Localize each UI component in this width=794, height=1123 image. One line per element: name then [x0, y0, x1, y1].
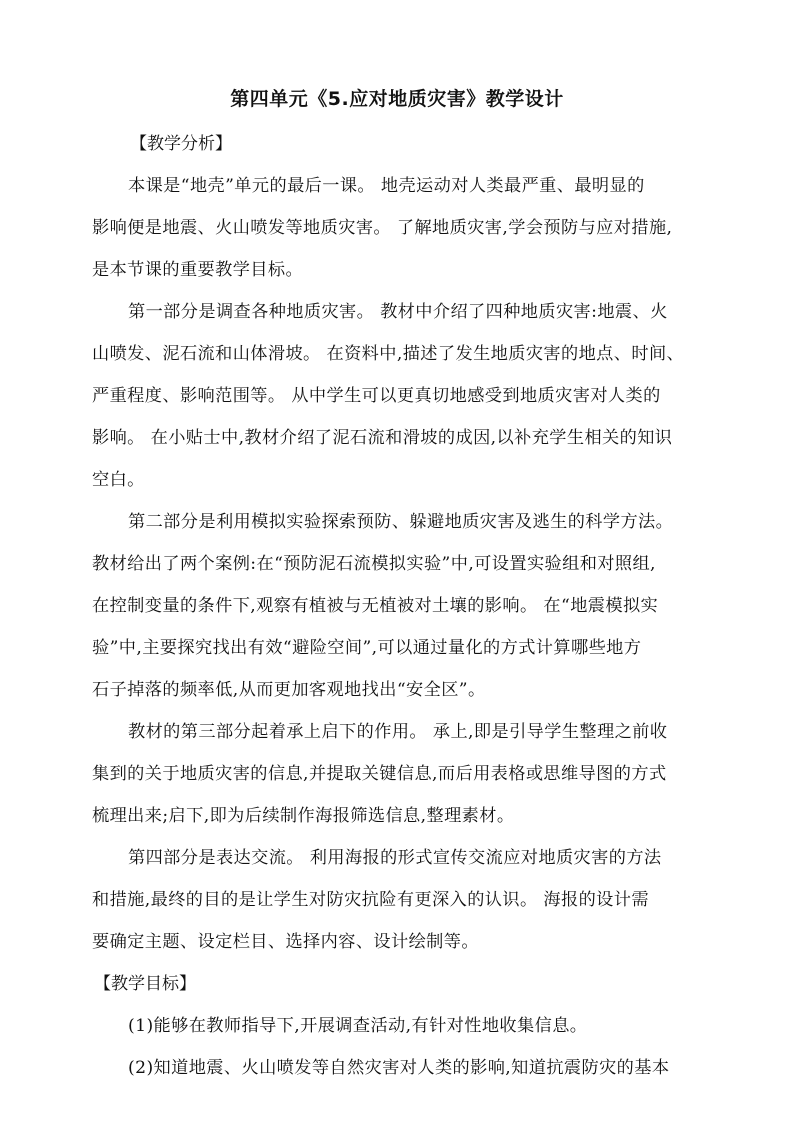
paragraph-line: 是本节课的重要教学目标。	[92, 260, 304, 280]
paragraph-line: 影响。 在小贴士中,教材介绍了泥石流和滑坡的成因,以补充学生相关的知识	[92, 428, 673, 448]
paragraph-line: 梳理出来;启下,即为后续制作海报筛选信息,整理素材。	[92, 806, 515, 826]
paragraph-line: 石子掉落的频率低,从而更加客观地找出“安全区”。	[92, 680, 486, 700]
paragraph-line: 严重程度、影响范围等。 从中学生可以更真切地感受到地质灾害对人类的	[92, 386, 661, 406]
goal-item: (2)知道地震、火山喷发等自然灾害对人类的影响,知道抗震防灾的基本	[128, 1058, 670, 1078]
goal-item: (1)能够在教师指导下,开展调查活动,有针对性地收集信息。	[128, 1016, 588, 1036]
paragraph-line: 第四部分是表达交流。 利用海报的形式宣传交流应对地质灾害的方法	[128, 848, 662, 868]
paragraph-line: 要确定主题、设定栏目、选择内容、设计绘制等。	[92, 932, 479, 952]
paragraph-line: 和措施,最终的目的是让学生对防灾抗险有更深入的认识。 海报的设计需	[92, 890, 649, 910]
document-title: 第四单元《5.应对地质灾害》教学设计	[230, 88, 564, 110]
section-heading-analysis: 【教学分析】	[130, 134, 232, 154]
paragraph-line: 教材的第三部分起着承上启下的作用。 承上,即是引导学生整理之前收	[128, 722, 668, 742]
paragraph-line: 验”中,主要探究找出有效“避险空间”,可以通过量化的方式计算哪些地方	[92, 638, 642, 658]
paragraph-line: 山喷发、泥石流和山体滑坡。 在资料中,描述了发生地质灾害的地点、时间、	[92, 344, 685, 364]
paragraph-line: 集到的关于地质灾害的信息,并提取关键信息,而后用表格或思维导图的方式	[92, 764, 667, 784]
paragraph-line: 影响便是地震、火山喷发等地质灾害。 了解地质灾害,学会预防与应对措施,	[92, 218, 673, 238]
paragraph-line: 第一部分是调查各种地质灾害。 教材中介绍了四种地质灾害:地震、火	[128, 302, 668, 322]
paragraph-line: 教材给出了两个案例:在“预防泥石流模拟实验”中,可设置实验组和对照组,	[92, 554, 656, 574]
paragraph-line: 第二部分是利用模拟实验探索预防、躲避地质灾害及逃生的科学方法。	[128, 512, 674, 532]
section-heading-goals: 【教学目标】	[94, 974, 196, 994]
paragraph-line: 空白。	[92, 470, 145, 490]
paragraph-line: 在控制变量的条件下,观察有植被与无植被对土壤的影响。 在“地震模拟实	[92, 596, 659, 616]
paragraph-line: 本课是“地壳”单元的最后一课。 地壳运动对人类最严重、最明显的	[128, 176, 645, 196]
